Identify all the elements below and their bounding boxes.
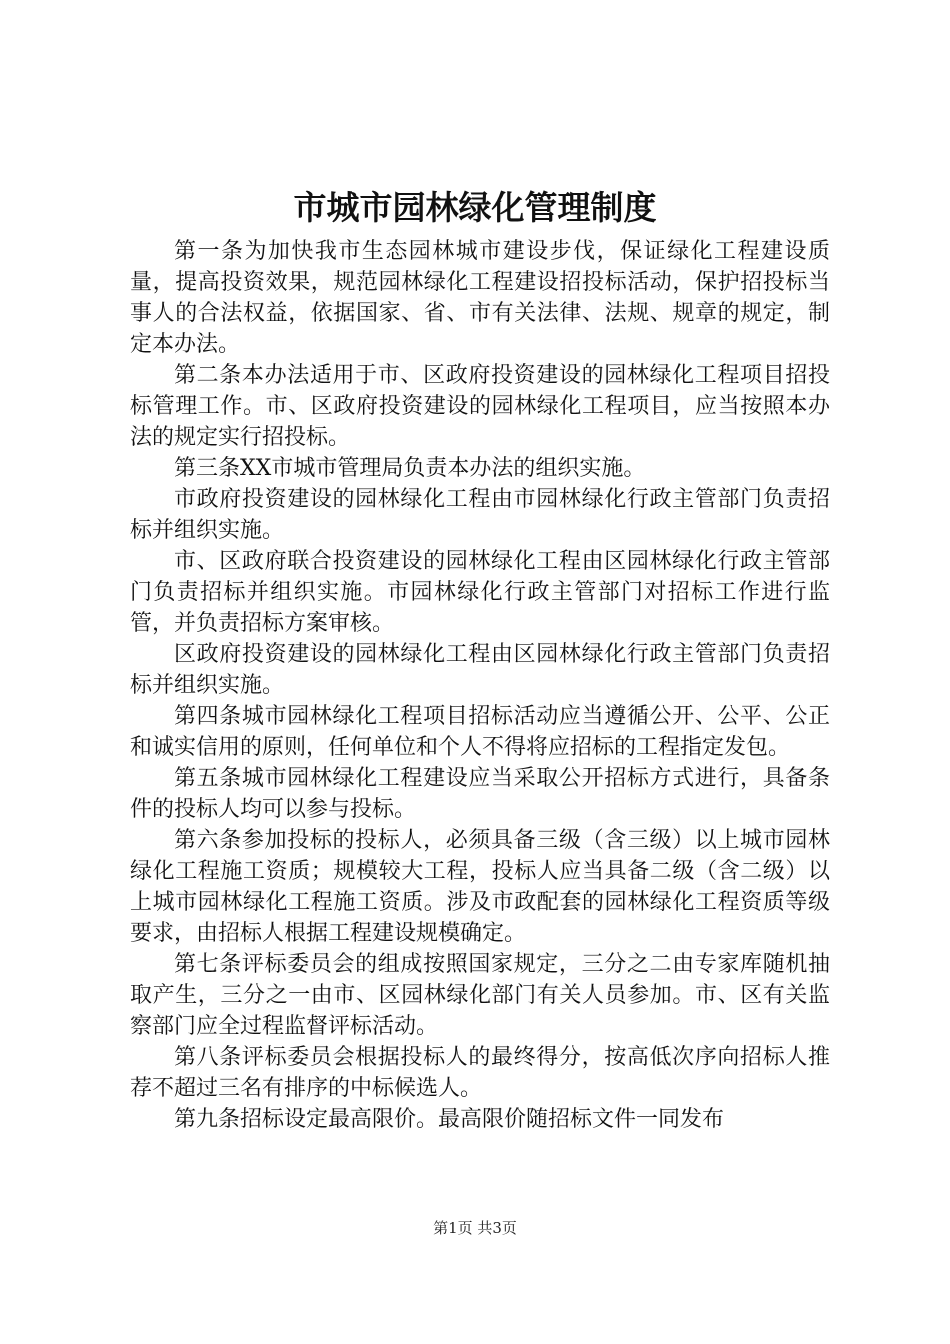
paragraph-11: 第八条评标委员会根据投标人的最终得分，按高低次序向招标人推荐不超过三名有排序的中标候选人。 <box>130 1045 830 1101</box>
page-footer <box>0 1218 950 1238</box>
paragraph-3: 第三条XX市城市管理局负责本办法的组织实施。 <box>174 456 646 481</box>
paragraph-10: 第七条评标委员会的组成按照国家规定，三分之二由专家库随机抽取产生，三分之一由市、区园林绿化部门有关人员参加。市、区有关监察部门应全过程监督评标活动。 <box>130 952 830 1039</box>
paragraph-4: 市政府投资建设的园林绿化工程由市园林绿化行政主管部门负责招标并组织实施。 <box>130 487 830 543</box>
paragraph-8: 第五条城市园林绿化工程建设应当采取公开招标方式进行，具备条件的投标人均可以参与投标。 <box>130 766 830 822</box>
paragraph-5: 市、区政府联合投资建设的园林绿化工程由区园林绿化行政主管部门负责招标并组织实施。市园林绿化行政主管部门对招标工作进行监管，并负责招标方案审核。 <box>130 549 830 636</box>
document-body <box>130 236 830 1135</box>
paragraph-2: 第二条本办法适用于市、区政府投资建设的园林绿化工程项目招投标管理工作。市、区政府投资建设的园林绿化工程项目，应当按照本办法的规定实行招投标。 <box>130 363 830 450</box>
paragraph-9: 第六条参加投标的投标人，必须具备三级（含三级）以上城市园林绿化工程施工资质；规模较大工程，投标人应当具备二级（含二级）以上城市园林绿化工程施工资质。涉及市政配套的园林绿化工程资质等级要求，由招标人根据工程建设规模确定。 <box>130 828 830 946</box>
paragraph-7: 第四条城市园林绿化工程项目招标活动应当遵循公开、公平、公正和诚实信用的原则，任何单位和个人不得将应招标的工程指定发包。 <box>130 704 830 760</box>
paragraph-1: 第一条为加快我市生态园林城市建设步伐，保证绿化工程建设质量，提高投资效果，规范园林绿化工程建设招投标活动，保护招投标当事人的合法权益，依据国家、省、市有关法律、法规、规章的规定，制定本办法。 <box>130 239 830 357</box>
page-number: 第1页 共3页 <box>433 1219 517 1237</box>
page-title: 市城市园林绿化管理制度 <box>293 188 657 227</box>
paragraph-12: 第九条招标设定最高限价。最高限价随招标文件一同发布 <box>174 1107 725 1132</box>
paragraph-6: 区政府投资建设的园林绿化工程由区园林绿化行政主管部门负责招标并组织实施。 <box>130 642 830 698</box>
